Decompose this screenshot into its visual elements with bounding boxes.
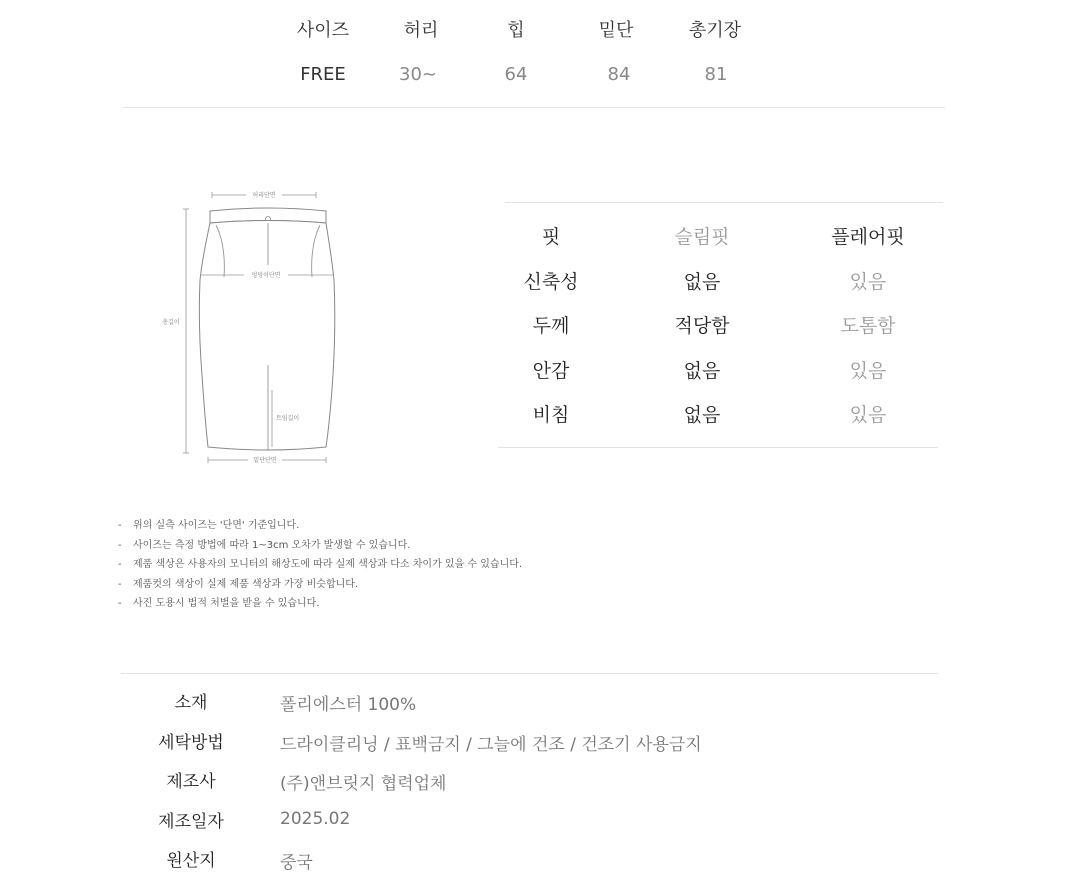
hem-measure-label: 밑단단면 [253, 457, 277, 464]
fit-option-selected: 없음 [683, 271, 721, 293]
size-value-free: FREE [300, 64, 346, 85]
info-label-manufacturer: 제조사 [166, 772, 216, 792]
info-label-material: 소재 [174, 693, 208, 713]
note-dash: - [118, 579, 122, 590]
fit-option: 있음 [849, 360, 887, 382]
fit-option: 슬림핏 [674, 226, 730, 248]
note-text: 제품컷의 색상이 실제 제품 색상과 가장 비슷합니다. [133, 579, 359, 590]
info-label-date: 제조일자 [158, 812, 224, 832]
fit-option-selected: 없음 [683, 404, 721, 426]
info-value-date: 2025.02 [280, 809, 351, 829]
size-value-waist: 30~ [399, 64, 437, 85]
fit-table-bottom-rule [498, 447, 938, 448]
fit-row-label: 비침 [532, 404, 570, 426]
note-item [118, 536, 410, 551]
note-text: 제품 색상은 사용자의 모니터의 해상도에 따라 실제 색상과 다소 차이가 있을 수 있습니다. [133, 559, 523, 570]
fit-option: 있음 [849, 271, 887, 293]
fit-row-label: 핏 [541, 226, 561, 248]
note-dash: - [118, 559, 122, 570]
info-value-care: 드라이클리닝 / 표백금지 / 그늘에 건조 / 건조기 사용금지 [280, 735, 702, 755]
fit-option-selected: 플레어핏 [831, 226, 905, 248]
note-text: 위의 실측 사이즈는 '단면' 기준입니다. [133, 520, 300, 531]
info-value-material: 폴리에스터 100% [280, 695, 417, 715]
note-text: 사이즈는 측정 방법에 따라 1~3cm 오차가 발생할 수 있습니다. [133, 540, 411, 551]
size-value-hem: 84 [607, 64, 631, 85]
info-value-manufacturer: (주)앤브릿지 협력업체 [280, 774, 447, 794]
note-item [118, 594, 319, 609]
fit-option-selected: 없음 [683, 360, 721, 382]
fit-option: 있음 [849, 404, 887, 426]
fit-option: 도톰함 [840, 315, 896, 337]
note-item [118, 555, 522, 570]
note-dash: - [118, 540, 122, 551]
note-dash: - [118, 598, 122, 609]
fit-row-label: 두께 [532, 315, 570, 337]
fit-row-label: 신축성 [523, 271, 579, 293]
info-table-top-rule [121, 673, 938, 674]
hip-measure-label: 엉덩이단면 [251, 272, 281, 279]
note-item [118, 575, 358, 590]
total-length-label: 총길이 [162, 319, 180, 326]
size-value-length: 81 [704, 64, 728, 85]
size-header-hem: 밑단 [598, 20, 634, 41]
size-header-size: 사이즈 [296, 20, 350, 41]
waist-measure-label: 허리단면 [252, 192, 276, 199]
size-table-divider [123, 107, 945, 108]
note-item [118, 516, 299, 531]
info-value-origin: 중국 [280, 853, 313, 873]
skirt-measurement-diagram [150, 185, 350, 470]
note-dash: - [118, 520, 122, 531]
info-label-care: 세탁방법 [158, 733, 224, 753]
note-text: 사진 도용시 법적 처벌을 받을 수 있습니다. [133, 598, 320, 609]
size-header-hip: 힙 [507, 20, 525, 41]
fit-option-selected: 적당함 [674, 315, 730, 337]
slit-length-label: 트임길이 [276, 415, 300, 422]
size-header-length: 총기장 [688, 20, 742, 41]
info-label-origin: 원산지 [166, 851, 216, 871]
size-value-hip: 64 [504, 64, 528, 85]
fit-table-top-rule [505, 202, 943, 203]
fit-row-label: 안감 [532, 360, 570, 382]
size-header-waist: 허리 [403, 20, 439, 41]
